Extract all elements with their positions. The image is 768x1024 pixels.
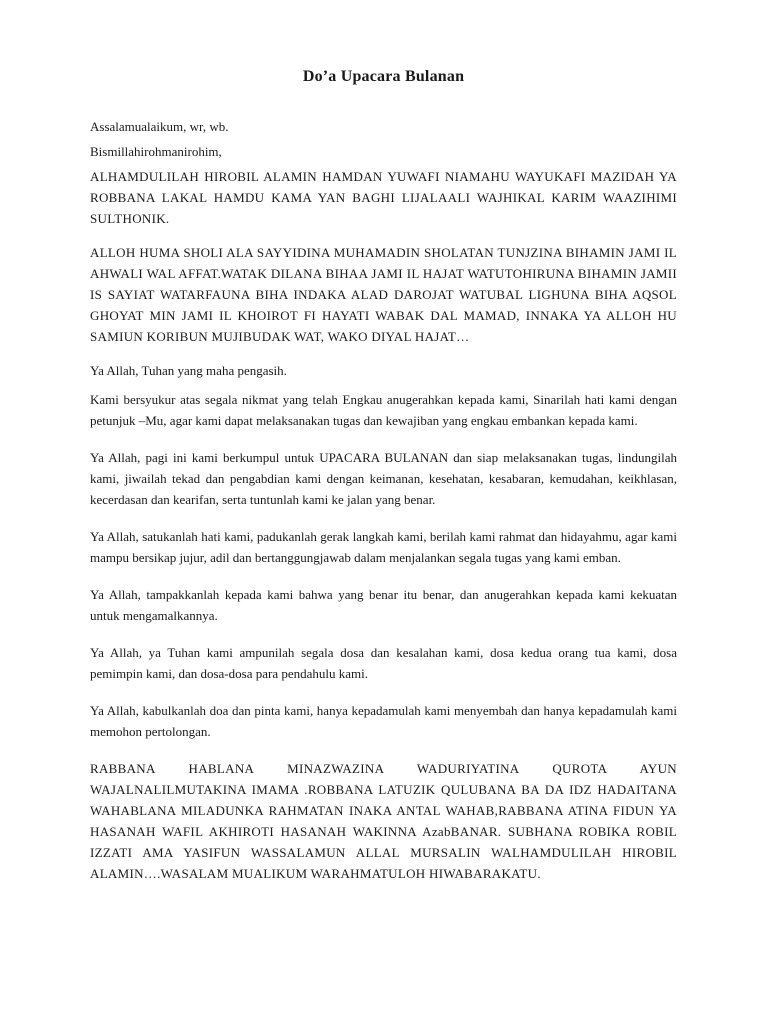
prayer-paragraph: Ya Allah, ya Tuhan kami ampunilah segala dosa dan kesalahan kami, dosa kedua orang tua kami, dosa pemimpin kami, dan dosa-dosa para pendahulu kami.: [90, 645, 677, 681]
prayer-paragraph: Ya Allah, satukanlah hati kami, padukanlah gerak langkah kami, berilah kami rahmat dan hidayahmu, agar kami mampu bersikap jujur, adil dan bertanggungjawab dalam menjalankan segala tugas yang kami emban.: [90, 529, 677, 565]
document-title: Do’a Upacara Bulanan: [302, 68, 465, 85]
prayer-paragraph: Ya Allah, tampakkanlah kepada kami bahwa yang benar itu benar, dan anugerahkan kepada kami kekuatan untuk mengamalkannya.: [90, 587, 677, 623]
prayer-paragraph: Ya Allah, Tuhan yang maha pengasih.: [90, 363, 287, 378]
greeting-paragraph: Assalamualaikum, wr, wb.: [90, 119, 229, 134]
document-page: [90, 68, 677, 884]
basmalah-paragraph: Bismillahirohmanirohim,: [90, 144, 222, 159]
arabic-shalawat-paragraph: ALLOH HUMA SHOLI ALA SAYYIDINA MUHAMADIN SHOLATAN TUNJZINA BIHAMIN JAMI IL AHWALI WAL AFFAT.WATAK DILANA BIHAA JAMI IL HAJAT WATUTOHIRUNA BIHAMIN JAMII IS SAYIAT WATARFAUNA BIHA INDAKA ALAD DAROJAT WATUBAL LIGHUNA BIHA AQSOL GHOYAT MIN JAMI IL KHOIROT FI HAYATI WABAK DAL MAMAD, INNAKA YA ALLOH HU SAMIUN KORIBUN MUJIBUDAK WAT, WAKO DIYAL HAJAT…: [90, 245, 677, 344]
arabic-closing-paragraph: RABBANA HABLANA MINAZWAZINA WADURIYATINA QUROTA AYUN WAJALNALILMUTAKINA IMAMA .ROBBANA LATUZIK QULUBANA BA DA IDZ HADAITANA WAHABLANA MILADUNKA RAHMATAN INAKA ANTAL WAHAB,RABBANA ATINA FIDUN YA HASANAH WAFIL AKHIROTI HASANAH WAKINNA AzabBANAR. SUBHANA ROBIKA ROBIL IZZATI AMA YASIFUN WASSALAMUN ALLAL MURSALIN WALHAMDULILAH HIROBIL ALAMIN….WASALAM MUALIKUM WARAHMATULOH HIWABARAKATU.: [90, 761, 677, 881]
arabic-praise-paragraph: ALHAMDULILAH HIROBIL ALAMIN HAMDAN YUWAFI NIAMAHU WAYUKAFI MAZIDAH YA ROBBANA LAKAL HAMDU KAMA YAN BAGHI LIJALAALI WAJHIKAL KARIM WAAZIHIMI SULTHONIK.: [90, 169, 677, 226]
prayer-paragraph: Ya Allah, pagi ini kami berkumpul untuk UPACARA BULANAN dan siap melaksanakan tugas, lindungilah kami, jiwailah tekad dan pengabdian kami dengan keimanan, kesehatan, kesabaran, kemudahan, keikhlasan, kecerdasan dan kearifan, serta tuntunlah kami ke jalan yang benar.: [90, 450, 677, 507]
prayer-paragraph: Kami bersyukur atas segala nikmat yang telah Engkau anugerahkan kepada kami, Sinarilah hati kami dengan petunjuk –Mu, agar kami dapat melaksanakan tugas dan kewajiban yang engkau embankan kepada kami.: [90, 392, 677, 428]
prayer-paragraph: Ya Allah, kabulkanlah doa dan pinta kami, hanya kepadamulah kami menyembah dan hanya kepadamulah kami memohon pertolongan.: [90, 703, 677, 739]
